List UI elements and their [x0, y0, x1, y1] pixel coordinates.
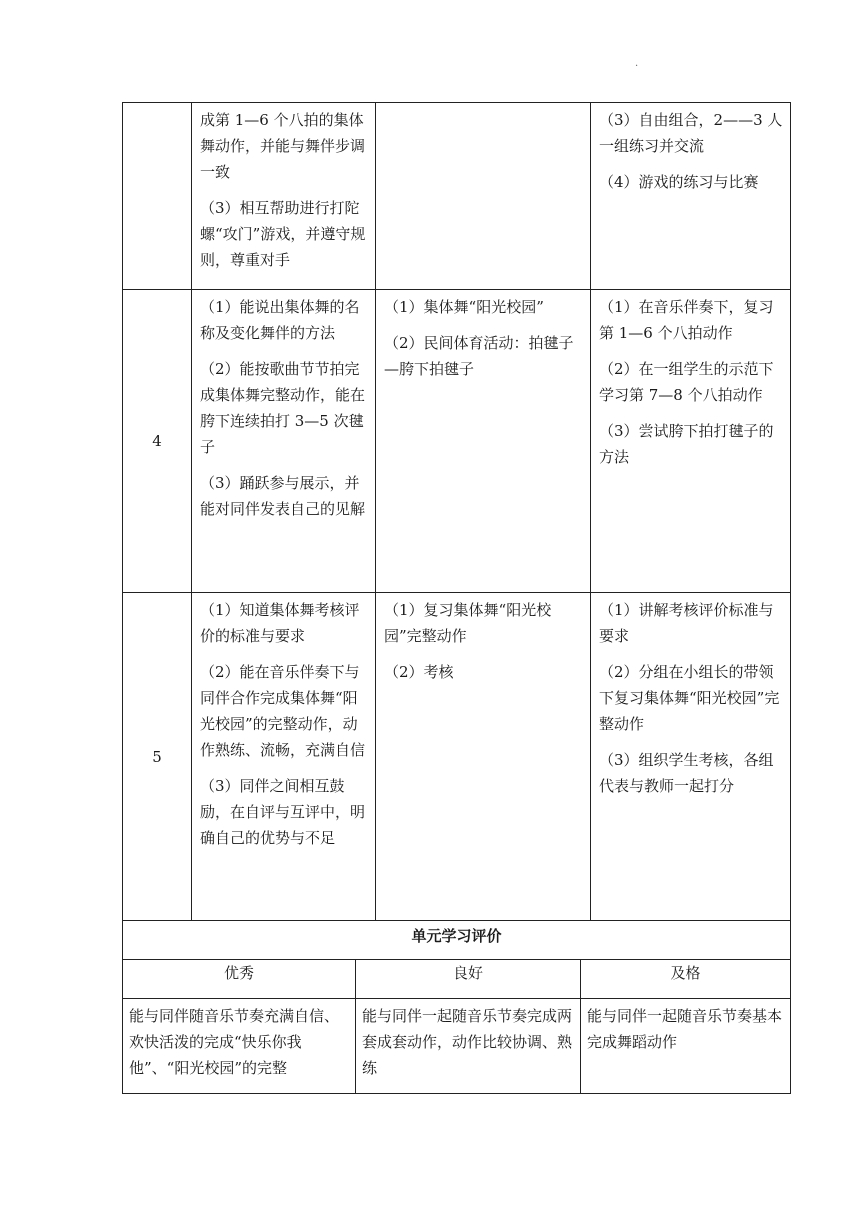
method-text: （1）在音乐伴奏下，复习第 1—6 个八拍动作 — [599, 298, 774, 342]
goal-text: （3）同伴之间相互鼓励，在自评与互评中，明确自己的优势与不足 — [200, 777, 366, 847]
lesson-row — [123, 290, 791, 593]
goal-text: （3）踊跃参与展示，并能对同伴发表自己的见解 — [200, 474, 366, 518]
evaluation-level-pass: 及格 — [581, 960, 791, 999]
goal-text: （2）能在音乐伴奏下与同伴合作完成集体舞“阳光校园”的完整动作，动作熟练、流畅，充满自信 — [200, 663, 366, 759]
content-text: （2）考核 — [384, 663, 454, 681]
methods-cell — [591, 593, 791, 921]
method-text: （3）自由组合，2——3 人一组练习并交流 — [599, 111, 783, 155]
evaluation-desc-excellent: 能与同伴随音乐节奏充满自信、欢快活泼的完成“快乐你我他”、“阳光校园”的完整 — [123, 999, 356, 1094]
lesson-number-cell — [123, 593, 192, 921]
lesson-row — [123, 593, 791, 921]
evaluation-level-good: 良好 — [356, 960, 581, 999]
content-text: （1）复习集体舞“阳光校园”完整动作 — [384, 601, 552, 645]
evaluation-desc-pass: 能与同伴一起随音乐节奏基本完成舞蹈动作 — [581, 999, 791, 1094]
goal-text: （3）相互帮助进行打陀螺“攻门”游戏，并遵守规则，尊重对手 — [200, 199, 366, 269]
evaluation-desc-good: 能与同伴一起随音乐节奏完成两套成套动作，动作比较协调、熟练 — [356, 999, 581, 1094]
lesson-number-cell — [123, 290, 192, 593]
content-text: （1）集体舞“阳光校园” — [384, 298, 544, 316]
method-text: （1）讲解考核评价标准与要求 — [599, 601, 774, 645]
contents-cell — [376, 290, 591, 593]
lesson-number: 5 — [152, 747, 162, 766]
content-text: （2）民间体育活动：拍毽子—胯下拍毽子 — [384, 334, 574, 378]
method-text: （4）游戏的练习与比赛 — [599, 173, 759, 191]
contents-cell — [376, 103, 591, 290]
lesson-plan-table — [122, 102, 791, 921]
goals-cell — [192, 593, 376, 921]
evaluation-level-excellent: 优秀 — [123, 960, 356, 999]
methods-cell — [591, 290, 791, 593]
goal-text: （1）知道集体舞考核评价的标准与要求 — [200, 601, 360, 645]
evaluation-title: 单元学习评价 — [123, 921, 791, 960]
lesson-plan-document — [122, 102, 790, 1094]
goal-text: 成第 1—6 个八拍的集体舞动作，并能与舞伴步调一致 — [200, 111, 366, 181]
method-text: （3）尝试胯下拍打毽子的方法 — [599, 422, 774, 466]
evaluation-table — [122, 920, 791, 1094]
contents-cell — [376, 593, 591, 921]
goals-cell — [192, 103, 376, 290]
goal-text: （1）能说出集体舞的名称及变化舞伴的方法 — [200, 298, 360, 342]
lesson-number-cell — [123, 103, 192, 290]
method-text: （2）在一组学生的示范下学习第 7—8 个八拍动作 — [599, 360, 774, 404]
method-text: （3）组织学生考核，各组代表与教师一起打分 — [599, 751, 774, 795]
page-marker: . — [635, 58, 639, 69]
lesson-number: 4 — [152, 432, 162, 450]
method-text: （2）分组在小组长的带领下复习集体舞“阳光校园”完整动作 — [599, 663, 780, 733]
goals-cell — [192, 290, 376, 593]
methods-cell — [591, 103, 791, 290]
goal-text: （2）能按歌曲节节拍完成集体舞完整动作，能在胯下连续拍打 3—5 次毽子 — [200, 360, 366, 456]
lesson-row — [123, 103, 791, 290]
